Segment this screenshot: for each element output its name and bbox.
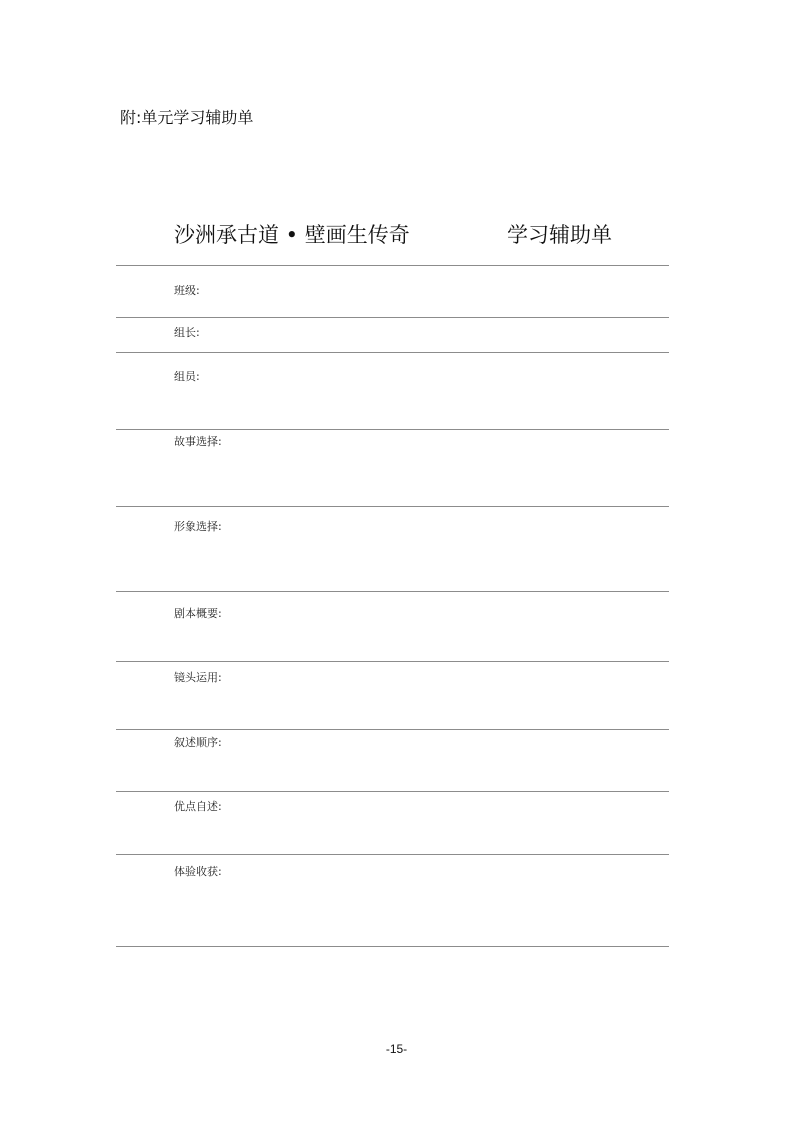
form-divider: [116, 729, 669, 730]
field-label-members: 组员:: [174, 370, 200, 383]
field-label-leader: 组长:: [174, 326, 200, 339]
form-divider: [116, 429, 669, 430]
field-label-class: 班级:: [174, 284, 200, 297]
field-label-strengths: 优点自述:: [174, 800, 222, 813]
form-divider: [116, 352, 669, 353]
appendix-heading: 附:单元学习辅助单: [120, 108, 254, 127]
field-label-narrative-order: 叙述顺序:: [174, 736, 222, 749]
field-label-takeaways: 体验收获:: [174, 865, 222, 878]
form-divider: [116, 791, 669, 792]
field-label-character: 形象选择:: [174, 520, 222, 533]
form-divider: [116, 265, 669, 266]
form-subtitle: 学习辅助单: [507, 223, 612, 247]
field-label-script-summary: 剧本概要:: [174, 607, 222, 620]
form-title: 沙洲承古道 • 壁画生传奇: [174, 223, 410, 247]
field-label-camera: 镜头运用:: [174, 671, 222, 684]
form-divider: [116, 317, 669, 318]
form-divider: [116, 946, 669, 947]
page-number: -15-: [385, 1042, 408, 1056]
form-divider: [116, 661, 669, 662]
form-divider: [116, 591, 669, 592]
field-label-story: 故事选择:: [174, 435, 222, 448]
form-divider: [116, 854, 669, 855]
form-divider: [116, 506, 669, 507]
